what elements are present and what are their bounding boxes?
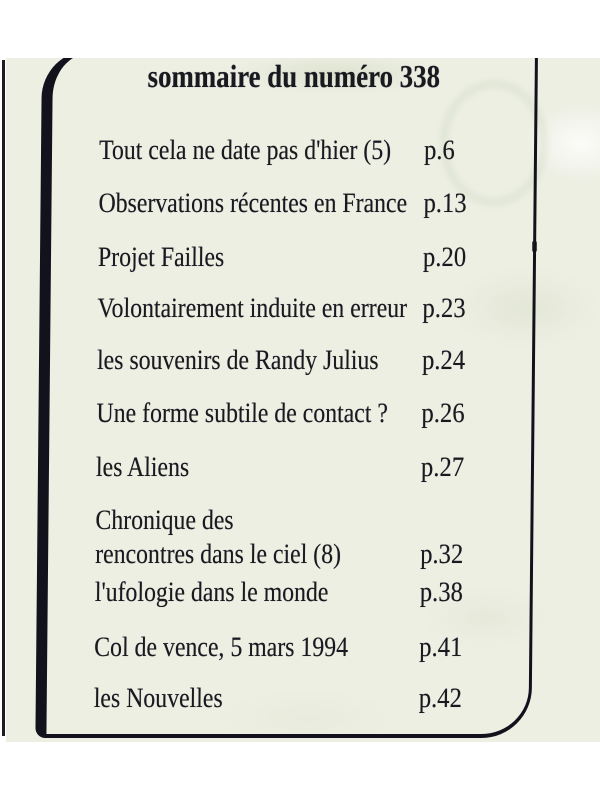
toc-entry-label: Une forme subtile de contact ? — [96, 398, 389, 429]
toc-entry — [98, 187, 533, 221]
toc-entry — [96, 397, 531, 431]
toc-entry-page: p.32 — [420, 539, 464, 570]
toc-entry-page: p.27 — [420, 452, 465, 483]
toc-entry-label: Volontairement induite en erreur — [97, 293, 408, 324]
page-title — [53, 58, 535, 94]
toc-entry-label: Chronique des rencontres dans le ciel (8) — [95, 505, 342, 570]
toc-entry-label: les Nouvelles — [93, 683, 223, 714]
toc-entry — [94, 631, 529, 665]
toc-entry-label: les Aliens — [95, 452, 190, 483]
toc-entry-label: Observations récentes en France — [98, 188, 408, 219]
toc-entry-label: l'ufologie dans le monde — [94, 577, 329, 608]
toc-entry — [96, 451, 531, 485]
toc-entry-page: p.26 — [421, 398, 465, 429]
toc-entry — [94, 682, 529, 716]
toc-entry-page: p.20 — [422, 242, 467, 273]
toc-entry — [97, 292, 532, 326]
page-edge-line — [2, 60, 5, 736]
toc-entry — [95, 504, 531, 572]
scanned-page — [6, 58, 600, 742]
toc-entry-page: p.6 — [423, 135, 455, 166]
toc-entry — [97, 344, 532, 378]
toc-entry — [98, 241, 533, 275]
toc-entry-page: p.42 — [418, 683, 463, 714]
toc-entry-label: Col de vence, 5 mars 1994 — [94, 632, 349, 663]
toc-entry-page: p.38 — [419, 577, 464, 608]
toc-entry-page: p.41 — [419, 632, 463, 663]
toc-entry-label: les souvenirs de Randy Julius — [96, 345, 379, 376]
toc-entry-label: Projet Failles — [97, 242, 225, 273]
toc-entry-page: p.13 — [423, 188, 467, 219]
toc-border-box — [35, 58, 538, 738]
toc-entry-page: p.23 — [422, 293, 466, 324]
toc-entry-label: Tout cela ne date pas d'hier (5) — [98, 135, 392, 166]
page-title-text: sommaire du numéro 338 — [147, 58, 441, 94]
toc-entry-page: p.24 — [421, 345, 466, 376]
toc-entry — [95, 576, 530, 610]
toc-entry — [99, 134, 534, 168]
